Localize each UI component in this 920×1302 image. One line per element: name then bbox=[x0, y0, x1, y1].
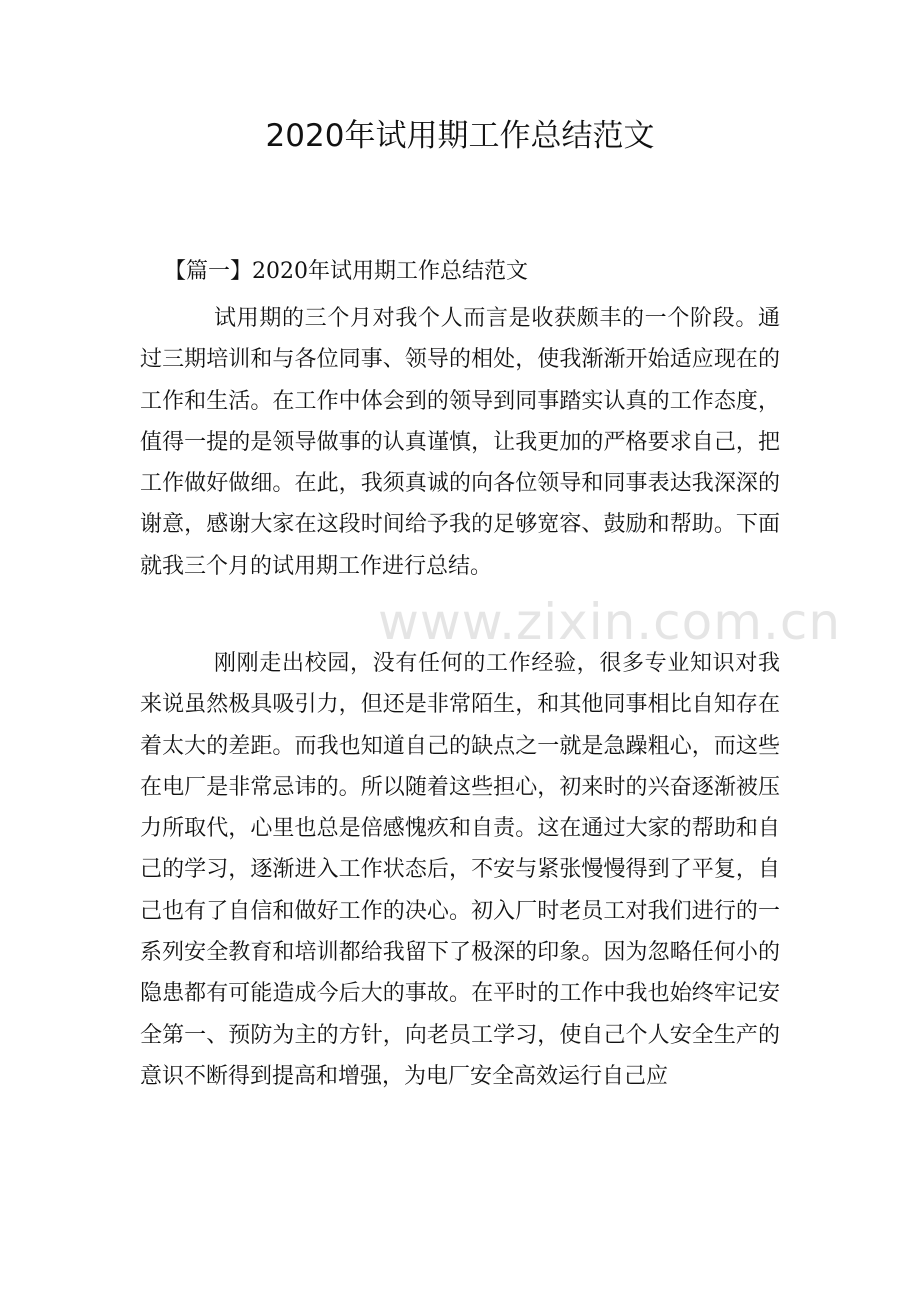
document-title: 2020年试用期工作总结范文 bbox=[265, 118, 655, 154]
watermark: www.zixin.com.cn bbox=[378, 593, 842, 651]
paragraph-1: 试用期的三个月对我个人而言是收获颇丰的一个阶段。通过三期培训和与各位同事、领导的相处，使我渐渐开始适应现在的工作和生活。在工作中体会到的领导到同事踏实认真的工作态度，值得一提的是领导做事的认真谨慎，让我更加的严格要求自己，把工作做好做细。在此，我须真诚的向各位领导和同事表达我深深的谢意，感谢大家在这段时间给予我的足够宽容、鼓励和帮助。下面就我三个月的试用期工作进行总结。 bbox=[140, 306, 780, 579]
section-heading: 【篇一】2020年试用期工作总结范文 bbox=[164, 259, 528, 284]
paragraph-2: 刚刚走出校园，没有任何的工作经验，很多专业知识对我来说虽然极具吸引力，但还是非常陌生，和其他同事相比自知存在着太大的差距。而我也知道自己的缺点之一就是急躁粗心，而这些在电厂是非常忌讳的。所以随着这些担心，初来时的兴奋逐渐被压力所取代，心里也总是倍感愧疚和自责。这在通过大家的帮助和自己的学习，逐渐进入工作状态后，不安与紧张慢慢得到了平复，自己也有了自信和做好工作的决心。初入厂时老员工对我们进行的一系列安全教育和培训都给我留下了极深的印象。因为忽略任何小的隐患都有可能造成今后大的事故。在平时的工作中我也始终牢记安全第一、预防为主的方针，向老员工学习，使自己个人安全生产的意识不断得到提高和增强，为电厂安全高效运行自己应 bbox=[140, 651, 780, 1089]
